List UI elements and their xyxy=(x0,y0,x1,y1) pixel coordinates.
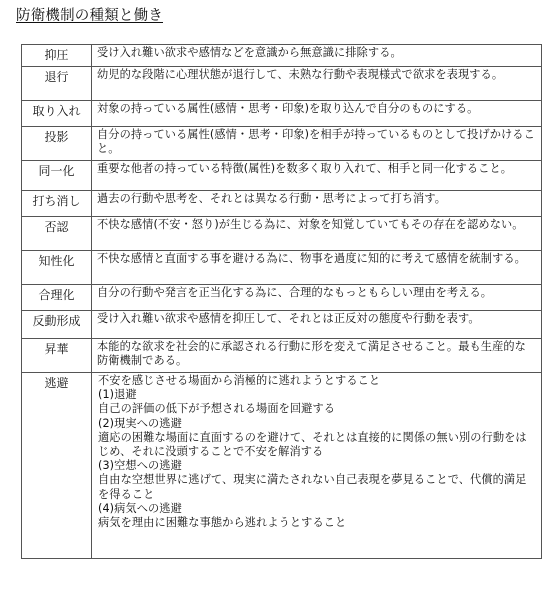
term-cell: 否認 xyxy=(22,217,92,251)
description-cell: 重要な他者の持っている特徴(属性)を数多く取り入れて、相手と同一化すること。 xyxy=(92,161,542,191)
description-cell: 不快な感情と直面する事を避ける為に、物事を過度に知的に考えて感情を統制する。 xyxy=(92,251,542,285)
table-row xyxy=(22,127,542,161)
term-cell: 逃避 xyxy=(22,373,92,559)
term-cell: 抑圧 xyxy=(22,45,92,67)
table-row xyxy=(22,251,542,285)
escape-subtype-heading: (4)病気への逃避 xyxy=(98,501,182,515)
table-row xyxy=(22,217,542,251)
table-row xyxy=(22,45,542,67)
term-cell: 知性化 xyxy=(22,251,92,285)
description-cell: 対象の持っている属性(感情・思考・印象)を取り込んで自分のものにする。 xyxy=(92,101,542,127)
description-cell xyxy=(92,373,542,559)
description-cell: 自分の持っている属性(感情・思考・印象)を相手が持っているものとして投げかけること。 xyxy=(92,127,542,161)
escape-subtype-heading: (2)現実への逃避 xyxy=(98,416,182,430)
escape-subtype-heading: (1)退避 xyxy=(98,388,137,402)
description-cell: 本能的な欲求を社会的に承認される行動に形を変えて満足させること。最も生産的な防衛機制である。 xyxy=(92,339,542,373)
table-row xyxy=(22,285,542,311)
table-row xyxy=(22,191,542,217)
escape-subtype-description: 病気を理由に困難な事態から逃れようとすること xyxy=(98,516,347,530)
escape-subtype-description: 自己の評価の低下が予想される場面を回避する xyxy=(98,402,336,416)
table-row xyxy=(22,373,542,559)
term-cell: 取り入れ xyxy=(22,101,92,127)
page-title: 防衛機制の種類と働き xyxy=(16,8,163,24)
escape-intro: 不安を感じさせる場面から消極的に逃れようとすること xyxy=(98,374,381,387)
table-row xyxy=(22,101,542,127)
escape-subtype-description: 適応の困難な場面に直面するのを避けて、それとは直接的に関係の無い別の行動をはじめ、それに没頭することで不安を解消する xyxy=(98,430,527,459)
escape-subtype-description: 自由な空想世界に逃げて、現実に満たされない自己表現を夢見ることで、代償的満足を得ること xyxy=(98,473,527,501)
term-cell: 退行 xyxy=(22,67,92,101)
description-cell: 過去の行動や思考を、それとは異なる行動・思考によって打ち消す。 xyxy=(92,191,542,217)
table-row xyxy=(22,339,542,373)
defense-mechanism-table xyxy=(21,44,542,559)
term-cell: 合理化 xyxy=(22,285,92,311)
term-cell: 同一化 xyxy=(22,161,92,191)
table-row xyxy=(22,161,542,191)
table-row xyxy=(22,311,542,339)
description-cell: 自分の行動や発言を正当化する為に、合理的なもっともらしい理由を考える。 xyxy=(92,285,542,311)
description-cell: 幼児的な段階に心理状態が退行して、未熟な行動や表現様式で欲求を表現する。 xyxy=(92,67,542,101)
description-cell: 受け入れ難い欲求や感情を抑圧して、それとは正反対の態度や行動を表す。 xyxy=(92,311,542,339)
term-cell: 投影 xyxy=(22,127,92,161)
term-cell: 反動形成 xyxy=(22,311,92,339)
term-cell: 打ち消し xyxy=(22,191,92,217)
term-cell: 昇華 xyxy=(22,339,92,373)
description-cell: 受け入れ難い欲求や感情などを意識から無意識に排除する。 xyxy=(92,45,542,67)
escape-subtype-heading: (3)空想への逃避 xyxy=(98,459,182,473)
table-row xyxy=(22,67,542,101)
description-cell: 不快な感情(不安・怒り)が生じる為に、対象を知覚していてもその存在を認めない。 xyxy=(92,217,542,251)
